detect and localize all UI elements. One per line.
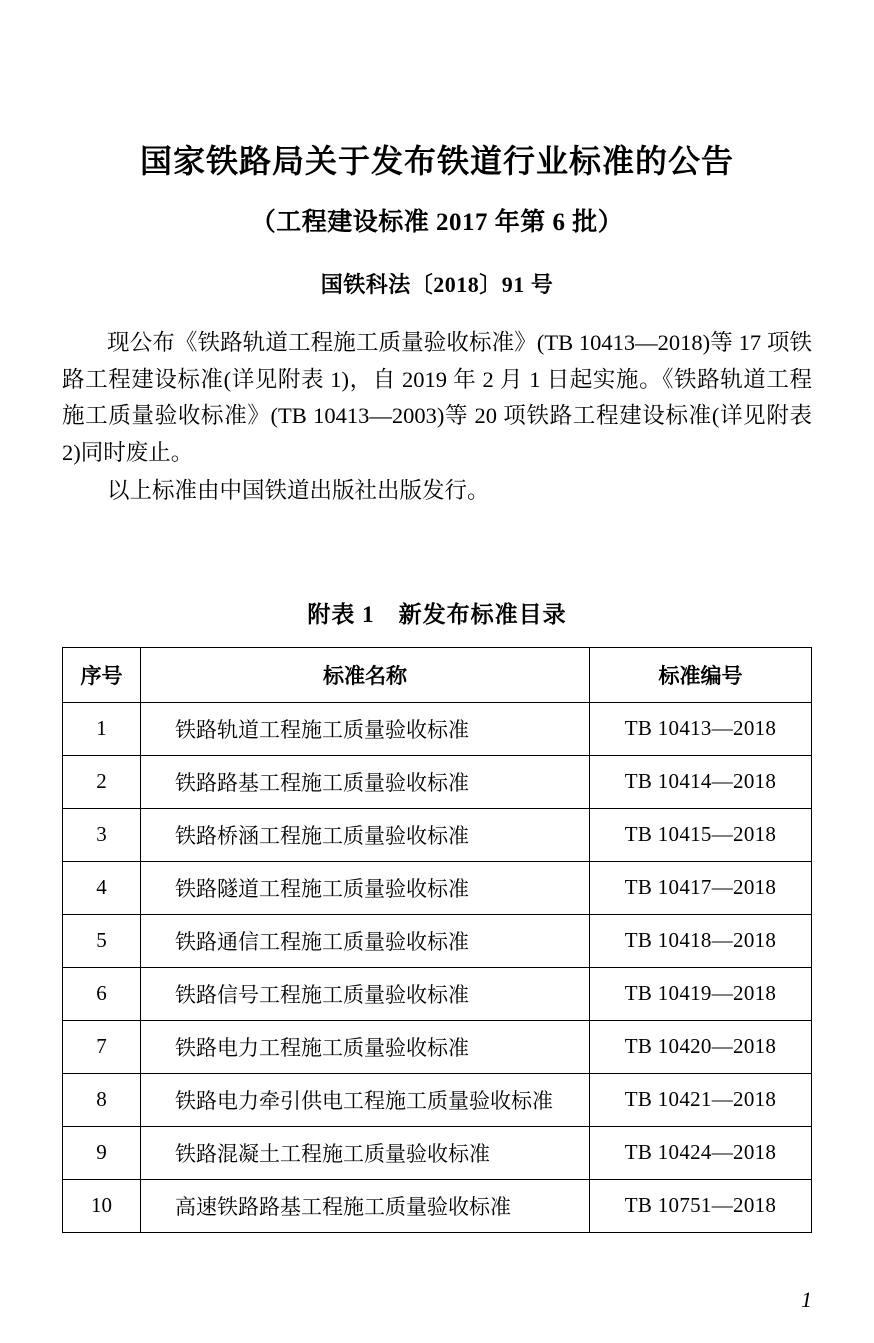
cell-name: 铁路通信工程施工质量验收标准 <box>141 914 590 967</box>
table-row <box>63 1179 812 1232</box>
cell-code: TB 10415—2018 <box>590 808 812 861</box>
cell-seq: 3 <box>63 808 141 861</box>
column-header-seq: 序号 <box>63 647 141 702</box>
cell-name: 铁路桥涵工程施工质量验收标准 <box>141 808 590 861</box>
cell-name: 铁路信号工程施工质量验收标准 <box>141 967 590 1020</box>
cell-name: 铁路混凝土工程施工质量验收标准 <box>141 1126 590 1179</box>
table-row <box>63 808 812 861</box>
cell-name: 铁路电力牵引供电工程施工质量验收标准 <box>141 1073 590 1126</box>
cell-seq: 2 <box>63 755 141 808</box>
column-header-name: 标准名称 <box>141 647 590 702</box>
cell-code: TB 10418—2018 <box>590 914 812 967</box>
cell-name: 铁路电力工程施工质量验收标准 <box>141 1020 590 1073</box>
page-title: 国家铁路局关于发布铁道行业标准的公告 <box>139 143 734 179</box>
document-subtitle: （工程建设标准 2017 年第 6 批） <box>250 209 624 237</box>
table-row <box>63 861 812 914</box>
page-number: 1 <box>801 1287 812 1312</box>
cell-name: 铁路路基工程施工质量验收标准 <box>141 755 590 808</box>
cell-seq: 7 <box>63 1020 141 1073</box>
table-row <box>63 1126 812 1179</box>
column-header-code: 标准编号 <box>590 647 812 702</box>
body-paragraph-2: 以上标准由中国铁道出版社出版发行。 <box>107 478 490 504</box>
cell-code: TB 10420—2018 <box>590 1020 812 1073</box>
cell-code: TB 10414—2018 <box>590 755 812 808</box>
cell-name: 铁路隧道工程施工质量验收标准 <box>141 861 590 914</box>
cell-seq: 9 <box>63 1126 141 1179</box>
cell-name: 铁路轨道工程施工质量验收标准 <box>141 702 590 755</box>
body-paragraph-1: 现公布《铁路轨道工程施工质量验收标准》(TB 10413—2018)等 17 项铁路工程建设标准(详见附表 1)，自 2019 年 2 月 1 日起实施。《铁路轨道工程施工质量验收标准》(TB 10413—2003)等 20 项铁路工程建设标准(详见附表 2)同时废止。 <box>62 330 812 465</box>
cell-code: TB 10424—2018 <box>590 1126 812 1179</box>
table-row <box>63 1073 812 1126</box>
cell-seq: 4 <box>63 861 141 914</box>
document-number: 国铁科法〔2018〕91 号 <box>320 272 554 298</box>
table-row <box>63 914 812 967</box>
table-row <box>63 1020 812 1073</box>
cell-code: TB 10413—2018 <box>590 702 812 755</box>
table-row <box>63 967 812 1020</box>
cell-seq: 6 <box>63 967 141 1020</box>
table-header-row <box>63 647 812 702</box>
cell-seq: 10 <box>63 1179 141 1232</box>
cell-code: TB 10421—2018 <box>590 1073 812 1126</box>
standards-table <box>62 647 812 1233</box>
table-row <box>63 755 812 808</box>
document-body <box>62 325 812 509</box>
cell-code: TB 10419—2018 <box>590 967 812 1020</box>
cell-code: TB 10751—2018 <box>590 1179 812 1232</box>
cell-seq: 1 <box>63 702 141 755</box>
cell-seq: 8 <box>63 1073 141 1126</box>
table-row <box>63 702 812 755</box>
cell-name: 高速铁路路基工程施工质量验收标准 <box>141 1179 590 1232</box>
cell-code: TB 10417—2018 <box>590 861 812 914</box>
cell-seq: 5 <box>63 914 141 967</box>
table-caption: 附表 1 新发布标准目录 <box>307 601 567 627</box>
